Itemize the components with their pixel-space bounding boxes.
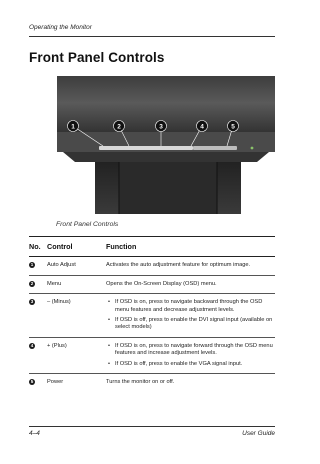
row-number (29, 294, 47, 338)
table-header-row (29, 237, 275, 257)
table-row (29, 374, 275, 392)
control-name: Auto Adjust (47, 257, 106, 275)
bullet-item: • If OSD is off, press to enable the DVI signal input (available on select models) (106, 317, 275, 332)
bullet-item: • If OSD is on, press to navigate forward through the OSD menu features and increase adjustment levels. (106, 343, 275, 358)
bullet-list (106, 299, 275, 332)
callout-badge: 1 (30, 262, 34, 268)
bullet-list (106, 343, 275, 368)
header-rule (29, 36, 275, 37)
section-heading: Front Panel Controls (29, 50, 165, 65)
svg-text:2: 2 (117, 123, 121, 131)
svg-text:4: 4 (200, 123, 204, 131)
figure-caption: Front Panel Controls (56, 221, 119, 228)
table-row (29, 275, 275, 293)
row-number (29, 337, 47, 373)
header-control: Control (47, 237, 106, 257)
monitor-front-panel-photo (57, 74, 275, 216)
svg-text:5: 5 (231, 123, 235, 131)
control-name: – (Minus) (47, 294, 106, 338)
control-function: Opens the On-Screen Display (OSD) menu. (106, 275, 275, 293)
bullet-item: • If OSD is off, press to enable the VGA signal input. (106, 361, 275, 368)
callout-badge: 4 (30, 342, 34, 348)
svg-text:3: 3 (159, 123, 163, 131)
callout-badge: 3 (30, 299, 34, 305)
row-number (29, 257, 47, 275)
table-row (29, 257, 275, 275)
control-function (106, 337, 275, 373)
footer-title: User Guide (242, 430, 275, 437)
row-number (29, 275, 47, 293)
header-no: No. (29, 237, 47, 257)
table-row (29, 337, 275, 373)
control-name: Power (47, 379, 64, 386)
footer-rule (29, 426, 275, 427)
row-number (29, 374, 47, 392)
controls-table (29, 236, 275, 391)
callout-badge: 5 (30, 379, 34, 385)
control-name: + (Plus) (47, 337, 106, 373)
bullet-item: • If OSD is on, press to navigate backward through the OSD menu features and decrease adjustment levels. (106, 299, 275, 314)
control-function: Activates the auto adjustment feature for optimum image. (106, 257, 275, 275)
header-function: Function (106, 237, 275, 257)
table-row (29, 294, 275, 338)
running-head: Operating the Monitor (29, 24, 92, 31)
control-function (106, 294, 275, 338)
svg-text:1: 1 (71, 123, 75, 131)
callout-badge: 2 (30, 280, 34, 286)
control-function: Turns the monitor on or off. (106, 379, 175, 386)
page-number: 4–4 (29, 430, 40, 437)
control-name: Menu (47, 275, 106, 293)
